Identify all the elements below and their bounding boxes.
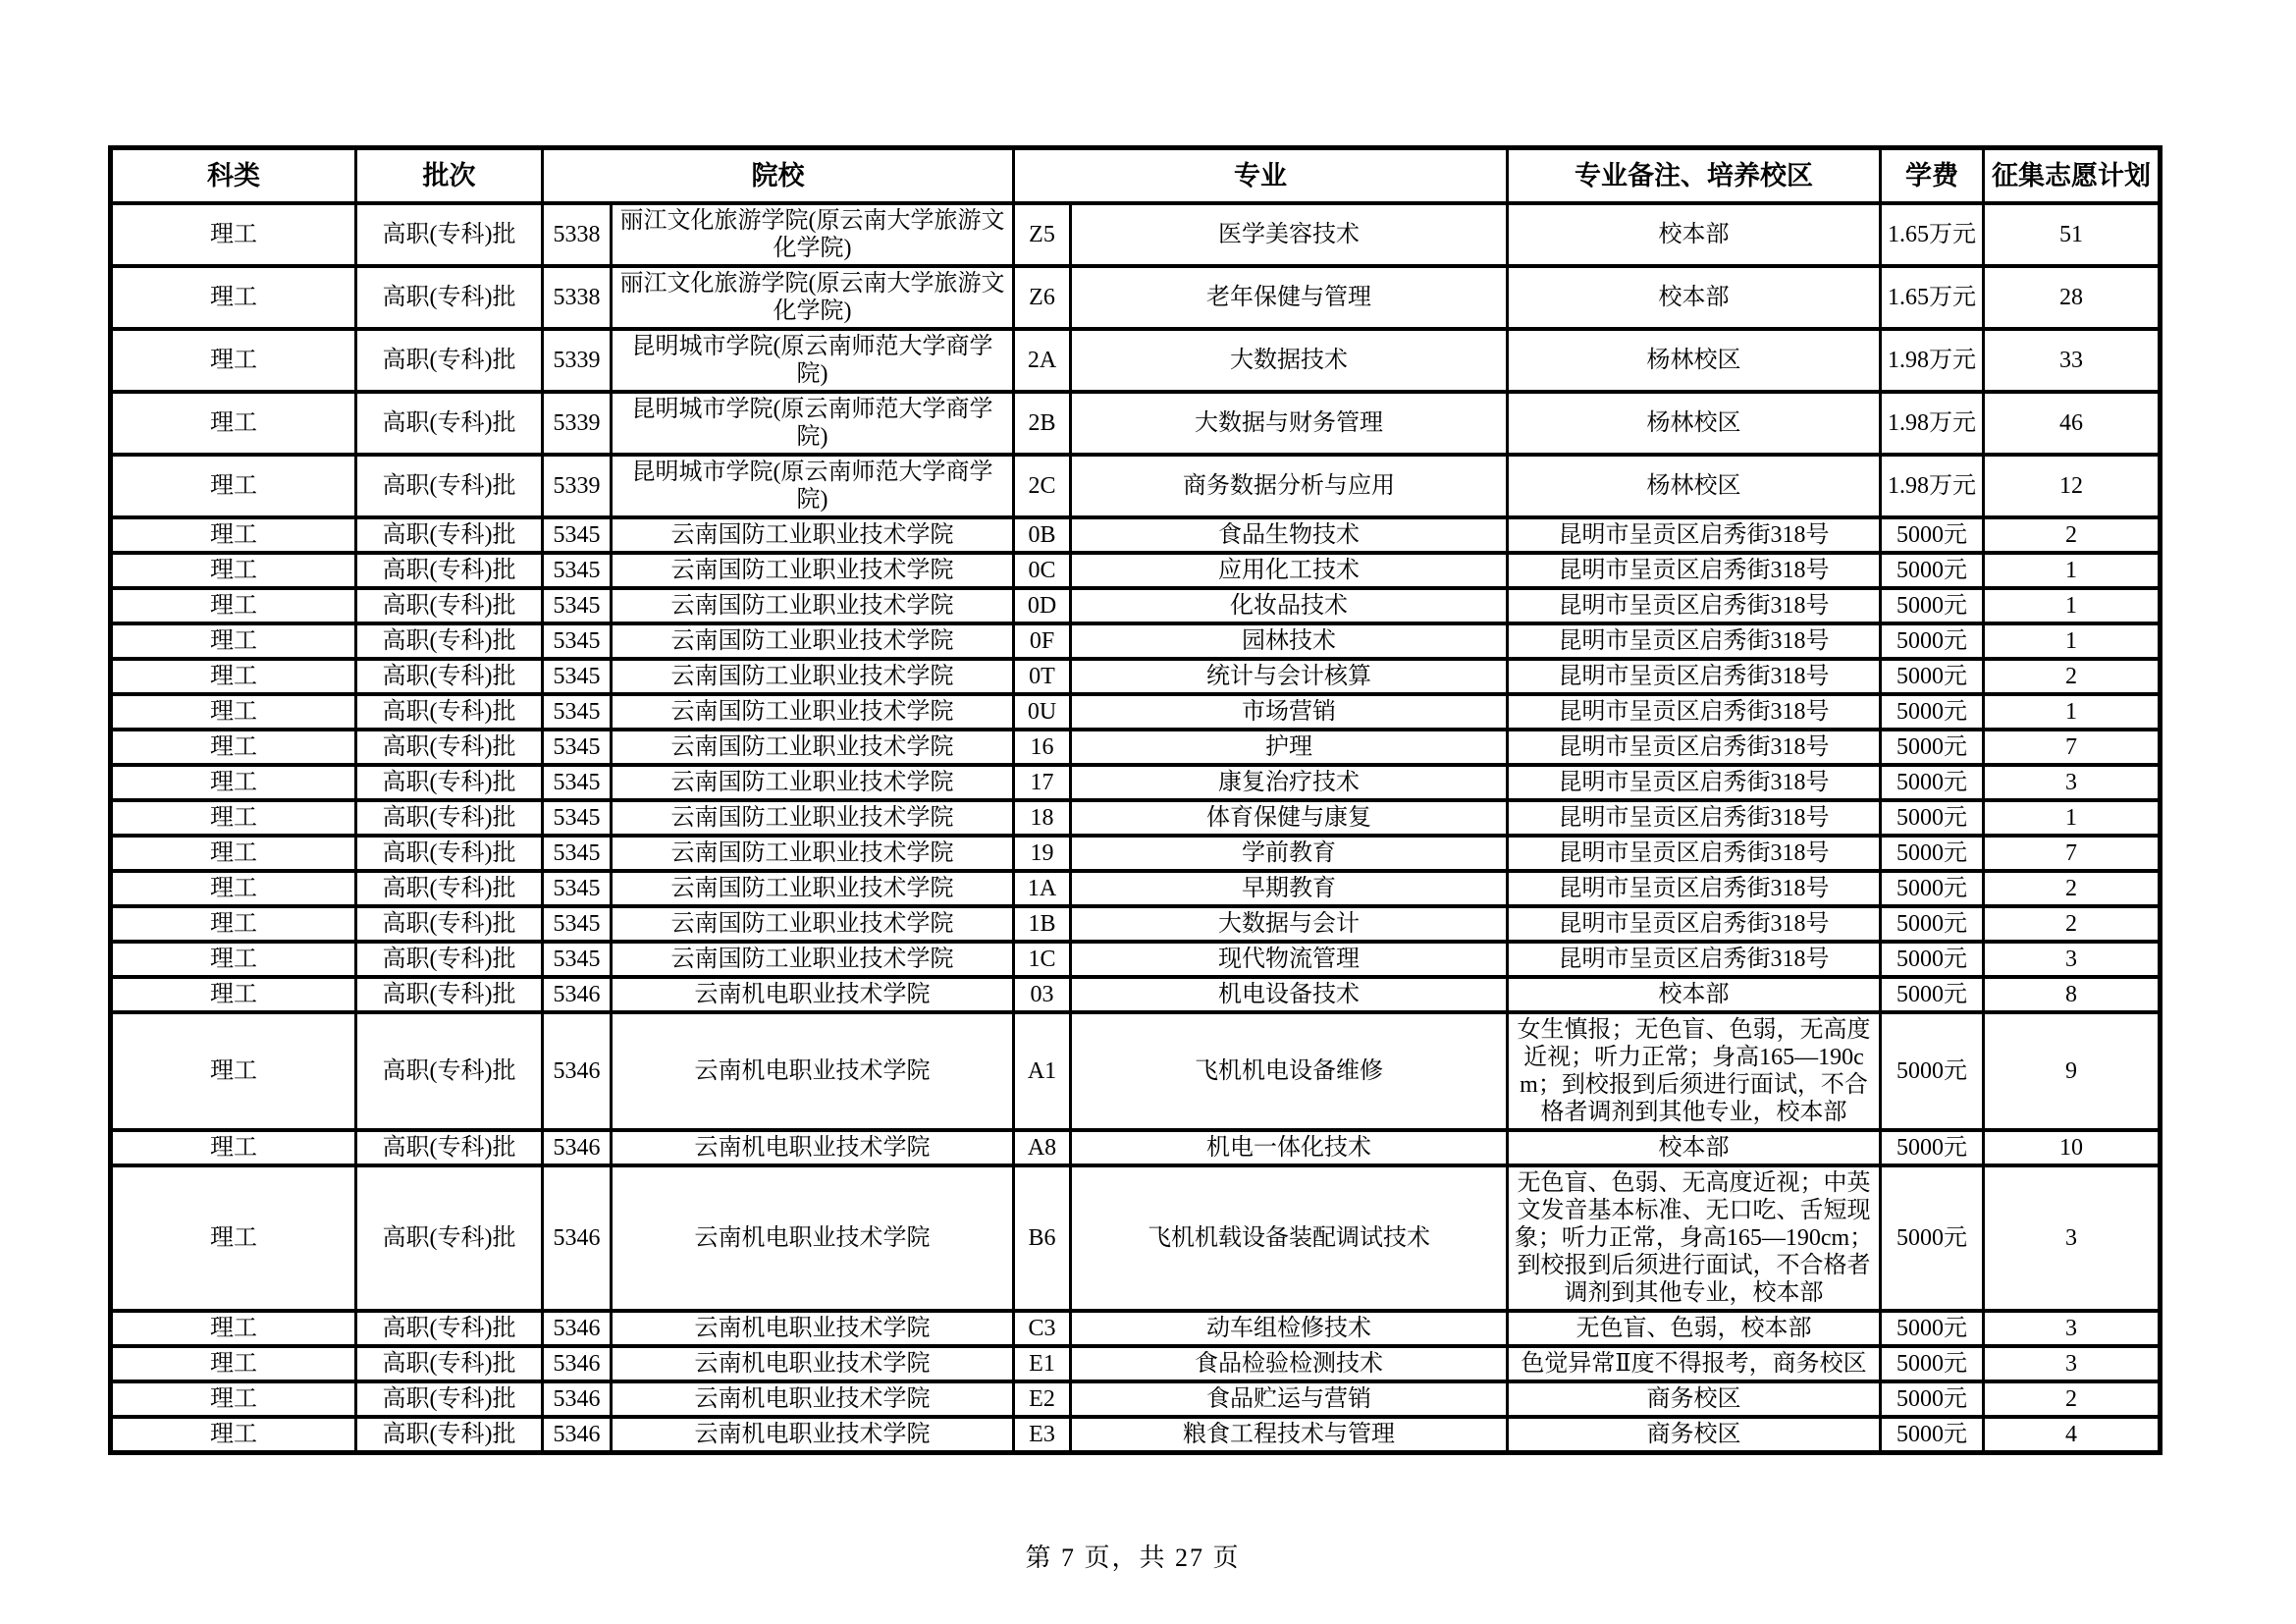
cell-batch: 高职(专科)批 — [356, 906, 543, 942]
cell-major-code: 0D — [1014, 588, 1071, 623]
cell-plan: 7 — [1984, 730, 2161, 765]
table-row — [111, 836, 2161, 871]
cell-major-code: 2A — [1014, 329, 1071, 392]
cell-major-code: E3 — [1014, 1417, 1071, 1453]
table-header — [111, 148, 2161, 204]
cell-subject: 理工 — [111, 1165, 356, 1311]
cell-plan: 2 — [1984, 517, 2161, 553]
table-row — [111, 871, 2161, 906]
cell-tuition: 1.65万元 — [1881, 266, 1984, 329]
cell-plan: 3 — [1984, 765, 2161, 800]
cell-subject: 理工 — [111, 800, 356, 836]
cell-tuition: 5000元 — [1881, 942, 1984, 977]
admission-plan-table — [108, 145, 2163, 1455]
cell-major-code: 1A — [1014, 871, 1071, 906]
cell-college-code: 5346 — [543, 1381, 612, 1417]
cell-major-name: 食品检验检测技术 — [1071, 1346, 1508, 1381]
cell-college-name: 云南机电职业技术学院 — [612, 1311, 1014, 1346]
cell-plan: 8 — [1984, 977, 2161, 1012]
cell-major-name: 应用化工技术 — [1071, 553, 1508, 588]
cell-college-code: 5345 — [543, 800, 612, 836]
cell-subject: 理工 — [111, 266, 356, 329]
cell-note: 商务校区 — [1508, 1381, 1881, 1417]
cell-batch: 高职(专科)批 — [356, 1311, 543, 1346]
cell-major-code: 16 — [1014, 730, 1071, 765]
cell-batch: 高职(专科)批 — [356, 1012, 543, 1130]
cell-major-code: B6 — [1014, 1165, 1071, 1311]
cell-tuition: 5000元 — [1881, 1346, 1984, 1381]
cell-tuition: 5000元 — [1881, 1311, 1984, 1346]
cell-plan: 3 — [1984, 1165, 2161, 1311]
cell-note: 昆明市呈贡区启秀街318号 — [1508, 730, 1881, 765]
cell-subject: 理工 — [111, 588, 356, 623]
cell-note: 昆明市呈贡区启秀街318号 — [1508, 800, 1881, 836]
cell-college-code: 5345 — [543, 694, 612, 730]
cell-note: 色觉异常Ⅱ度不得报考，商务校区 — [1508, 1346, 1881, 1381]
cell-college-name: 昆明城市学院(原云南师范大学商学院) — [612, 392, 1014, 455]
cell-note: 校本部 — [1508, 1130, 1881, 1165]
cell-major-name: 体育保健与康复 — [1071, 800, 1508, 836]
header-plan: 征集志愿计划 — [1984, 148, 2161, 204]
table-row — [111, 977, 2161, 1012]
cell-major-name: 康复治疗技术 — [1071, 765, 1508, 800]
cell-plan: 10 — [1984, 1130, 2161, 1165]
cell-subject: 理工 — [111, 517, 356, 553]
cell-major-name: 护理 — [1071, 730, 1508, 765]
cell-batch: 高职(专科)批 — [356, 517, 543, 553]
cell-subject: 理工 — [111, 455, 356, 517]
cell-note: 杨林校区 — [1508, 329, 1881, 392]
cell-tuition: 5000元 — [1881, 1165, 1984, 1311]
cell-college-code: 5345 — [543, 942, 612, 977]
cell-tuition: 5000元 — [1881, 553, 1984, 588]
table-row — [111, 203, 2161, 266]
cell-plan: 12 — [1984, 455, 2161, 517]
cell-subject: 理工 — [111, 623, 356, 659]
cell-batch: 高职(专科)批 — [356, 455, 543, 517]
cell-college-name: 云南国防工业职业技术学院 — [612, 588, 1014, 623]
cell-note: 校本部 — [1508, 977, 1881, 1012]
cell-major-code: 0F — [1014, 623, 1071, 659]
cell-note: 昆明市呈贡区启秀街318号 — [1508, 623, 1881, 659]
cell-major-name: 食品贮运与营销 — [1071, 1381, 1508, 1417]
cell-subject: 理工 — [111, 659, 356, 694]
cell-college-name: 云南机电职业技术学院 — [612, 1381, 1014, 1417]
cell-subject: 理工 — [111, 871, 356, 906]
cell-tuition: 1.98万元 — [1881, 329, 1984, 392]
cell-note: 昆明市呈贡区启秀街318号 — [1508, 694, 1881, 730]
cell-plan: 2 — [1984, 871, 2161, 906]
table-row — [111, 659, 2161, 694]
cell-plan: 46 — [1984, 392, 2161, 455]
cell-subject: 理工 — [111, 1381, 356, 1417]
table-row — [111, 588, 2161, 623]
cell-note: 杨林校区 — [1508, 455, 1881, 517]
cell-note: 昆明市呈贡区启秀街318号 — [1508, 906, 1881, 942]
cell-subject: 理工 — [111, 942, 356, 977]
cell-college-name: 云南国防工业职业技术学院 — [612, 694, 1014, 730]
cell-note: 昆明市呈贡区启秀街318号 — [1508, 659, 1881, 694]
cell-tuition: 5000元 — [1881, 977, 1984, 1012]
cell-college-code: 5345 — [543, 765, 612, 800]
table-row — [111, 730, 2161, 765]
cell-note: 无色盲、色弱，校本部 — [1508, 1311, 1881, 1346]
cell-major-code: A8 — [1014, 1130, 1071, 1165]
cell-college-code: 5346 — [543, 1417, 612, 1453]
cell-major-name: 市场营销 — [1071, 694, 1508, 730]
cell-note: 女生慎报；无色盲、色弱，无高度近视；听力正常；身高165—190cm；到校报到后须进行面试，不合格者调剂到其他专业，校本部 — [1508, 1012, 1881, 1130]
cell-batch: 高职(专科)批 — [356, 392, 543, 455]
cell-major-name: 统计与会计核算 — [1071, 659, 1508, 694]
cell-major-code: A1 — [1014, 1012, 1071, 1130]
cell-major-name: 动车组检修技术 — [1071, 1311, 1508, 1346]
cell-college-code: 5345 — [543, 871, 612, 906]
cell-tuition: 5000元 — [1881, 1381, 1984, 1417]
cell-college-code: 5346 — [543, 1311, 612, 1346]
cell-batch: 高职(专科)批 — [356, 765, 543, 800]
cell-batch: 高职(专科)批 — [356, 694, 543, 730]
cell-plan: 4 — [1984, 1417, 2161, 1453]
cell-tuition: 5000元 — [1881, 1130, 1984, 1165]
table-row — [111, 553, 2161, 588]
table-row — [111, 942, 2161, 977]
cell-major-name: 园林技术 — [1071, 623, 1508, 659]
table-row — [111, 1130, 2161, 1165]
cell-plan: 1 — [1984, 553, 2161, 588]
cell-batch: 高职(专科)批 — [356, 553, 543, 588]
cell-college-name: 昆明城市学院(原云南师范大学商学院) — [612, 329, 1014, 392]
cell-subject: 理工 — [111, 906, 356, 942]
cell-major-name: 学前教育 — [1071, 836, 1508, 871]
table-row — [111, 392, 2161, 455]
cell-major-code: 03 — [1014, 977, 1071, 1012]
cell-major-name: 大数据技术 — [1071, 329, 1508, 392]
cell-major-name: 大数据与财务管理 — [1071, 392, 1508, 455]
cell-plan: 1 — [1984, 588, 2161, 623]
cell-batch: 高职(专科)批 — [356, 1346, 543, 1381]
table-row — [111, 906, 2161, 942]
cell-major-name: 商务数据分析与应用 — [1071, 455, 1508, 517]
cell-tuition: 5000元 — [1881, 588, 1984, 623]
cell-batch: 高职(专科)批 — [356, 977, 543, 1012]
cell-note: 昆明市呈贡区启秀街318号 — [1508, 871, 1881, 906]
cell-plan: 3 — [1984, 1311, 2161, 1346]
cell-batch: 高职(专科)批 — [356, 836, 543, 871]
cell-tuition: 1.98万元 — [1881, 392, 1984, 455]
table-row — [111, 329, 2161, 392]
cell-college-code: 5346 — [543, 977, 612, 1012]
cell-note: 商务校区 — [1508, 1417, 1881, 1453]
cell-batch: 高职(专科)批 — [356, 1130, 543, 1165]
header-row — [111, 148, 2161, 204]
table-row — [111, 1311, 2161, 1346]
cell-note: 昆明市呈贡区启秀街318号 — [1508, 836, 1881, 871]
table-row — [111, 800, 2161, 836]
cell-major-code: C3 — [1014, 1311, 1071, 1346]
cell-note: 昆明市呈贡区启秀街318号 — [1508, 942, 1881, 977]
cell-subject: 理工 — [111, 730, 356, 765]
cell-tuition: 5000元 — [1881, 623, 1984, 659]
page-footer: 第 7 页，共 27 页 — [1025, 1543, 1241, 1572]
cell-college-name: 云南国防工业职业技术学院 — [612, 800, 1014, 836]
cell-college-code: 5345 — [543, 623, 612, 659]
cell-major-code: 1B — [1014, 906, 1071, 942]
cell-major-name: 老年保健与管理 — [1071, 266, 1508, 329]
cell-batch: 高职(专科)批 — [356, 1381, 543, 1417]
cell-college-code: 5339 — [543, 329, 612, 392]
cell-college-code: 5338 — [543, 203, 612, 266]
cell-college-code: 5338 — [543, 266, 612, 329]
cell-college-name: 云南机电职业技术学院 — [612, 977, 1014, 1012]
cell-plan: 33 — [1984, 329, 2161, 392]
cell-tuition: 5000元 — [1881, 1012, 1984, 1130]
cell-tuition: 5000元 — [1881, 659, 1984, 694]
cell-subject: 理工 — [111, 1417, 356, 1453]
cell-batch: 高职(专科)批 — [356, 1417, 543, 1453]
cell-college-name: 云南机电职业技术学院 — [612, 1130, 1014, 1165]
cell-college-name: 昆明城市学院(原云南师范大学商学院) — [612, 455, 1014, 517]
header-college: 院校 — [543, 148, 1014, 204]
cell-major-name: 粮食工程技术与管理 — [1071, 1417, 1508, 1453]
cell-college-name: 云南国防工业职业技术学院 — [612, 623, 1014, 659]
cell-subject: 理工 — [111, 553, 356, 588]
cell-tuition: 5000元 — [1881, 694, 1984, 730]
cell-tuition: 5000元 — [1881, 800, 1984, 836]
cell-college-name: 云南国防工业职业技术学院 — [612, 871, 1014, 906]
cell-major-code: Z6 — [1014, 266, 1071, 329]
header-batch: 批次 — [356, 148, 543, 204]
cell-plan: 2 — [1984, 906, 2161, 942]
cell-batch: 高职(专科)批 — [356, 871, 543, 906]
cell-college-code: 5339 — [543, 392, 612, 455]
cell-college-name: 云南机电职业技术学院 — [612, 1417, 1014, 1453]
cell-college-name: 云南国防工业职业技术学院 — [612, 942, 1014, 977]
cell-note: 昆明市呈贡区启秀街318号 — [1508, 765, 1881, 800]
cell-college-name: 云南国防工业职业技术学院 — [612, 730, 1014, 765]
cell-college-name: 云南国防工业职业技术学院 — [612, 659, 1014, 694]
cell-major-name: 现代物流管理 — [1071, 942, 1508, 977]
cell-college-code: 5345 — [543, 517, 612, 553]
cell-plan: 28 — [1984, 266, 2161, 329]
cell-plan: 3 — [1984, 1346, 2161, 1381]
cell-batch: 高职(专科)批 — [356, 800, 543, 836]
cell-major-code: E1 — [1014, 1346, 1071, 1381]
cell-subject: 理工 — [111, 694, 356, 730]
cell-note: 昆明市呈贡区启秀街318号 — [1508, 588, 1881, 623]
cell-major-code: 0U — [1014, 694, 1071, 730]
cell-note: 昆明市呈贡区启秀街318号 — [1508, 553, 1881, 588]
table-row — [111, 266, 2161, 329]
cell-note: 杨林校区 — [1508, 392, 1881, 455]
cell-major-name: 飞机机电设备维修 — [1071, 1012, 1508, 1130]
cell-college-code: 5345 — [543, 906, 612, 942]
cell-major-name: 机电设备技术 — [1071, 977, 1508, 1012]
cell-college-name: 丽江文化旅游学院(原云南大学旅游文化学院) — [612, 203, 1014, 266]
table-row — [111, 765, 2161, 800]
cell-subject: 理工 — [111, 203, 356, 266]
cell-batch: 高职(专科)批 — [356, 730, 543, 765]
cell-major-code: 17 — [1014, 765, 1071, 800]
table-body — [111, 203, 2161, 1453]
table-row — [111, 455, 2161, 517]
cell-plan: 9 — [1984, 1012, 2161, 1130]
cell-major-name: 早期教育 — [1071, 871, 1508, 906]
table-row — [111, 623, 2161, 659]
cell-plan: 1 — [1984, 623, 2161, 659]
cell-major-code: 19 — [1014, 836, 1071, 871]
cell-tuition: 5000元 — [1881, 517, 1984, 553]
cell-major-code: E2 — [1014, 1381, 1071, 1417]
cell-major-name: 化妆品技术 — [1071, 588, 1508, 623]
cell-tuition: 5000元 — [1881, 1417, 1984, 1453]
table-row — [111, 1165, 2161, 1311]
cell-major-name: 飞机机载设备装配调试技术 — [1071, 1165, 1508, 1311]
cell-college-name: 云南机电职业技术学院 — [612, 1165, 1014, 1311]
cell-plan: 2 — [1984, 1381, 2161, 1417]
cell-major-code: 0C — [1014, 553, 1071, 588]
cell-college-code: 5345 — [543, 553, 612, 588]
cell-college-code: 5339 — [543, 455, 612, 517]
table-row — [111, 694, 2161, 730]
table-row — [111, 1346, 2161, 1381]
cell-college-name: 云南国防工业职业技术学院 — [612, 765, 1014, 800]
header-note: 专业备注、培养校区 — [1508, 148, 1881, 204]
cell-tuition: 5000元 — [1881, 730, 1984, 765]
header-tuition: 学费 — [1881, 148, 1984, 204]
table-row — [111, 517, 2161, 553]
cell-note: 校本部 — [1508, 266, 1881, 329]
cell-subject: 理工 — [111, 392, 356, 455]
cell-batch: 高职(专科)批 — [356, 942, 543, 977]
table-row — [111, 1417, 2161, 1453]
cell-tuition: 5000元 — [1881, 871, 1984, 906]
cell-subject: 理工 — [111, 1346, 356, 1381]
cell-note: 昆明市呈贡区启秀街318号 — [1508, 517, 1881, 553]
cell-college-code: 5345 — [543, 659, 612, 694]
cell-plan: 1 — [1984, 694, 2161, 730]
cell-tuition: 5000元 — [1881, 765, 1984, 800]
cell-college-name: 丽江文化旅游学院(原云南大学旅游文化学院) — [612, 266, 1014, 329]
cell-major-name: 大数据与会计 — [1071, 906, 1508, 942]
cell-batch: 高职(专科)批 — [356, 659, 543, 694]
table-row — [111, 1381, 2161, 1417]
cell-subject: 理工 — [111, 329, 356, 392]
cell-major-name: 医学美容技术 — [1071, 203, 1508, 266]
cell-college-name: 云南国防工业职业技术学院 — [612, 906, 1014, 942]
cell-plan: 51 — [1984, 203, 2161, 266]
cell-college-name: 云南国防工业职业技术学院 — [612, 517, 1014, 553]
cell-note: 无色盲、色弱、无高度近视；中英文发音基本标准、无口吃、舌短现象；听力正常，身高165—190cm；到校报到后须进行面试，不合格者调剂到其他专业，校本部 — [1508, 1165, 1881, 1311]
cell-subject: 理工 — [111, 977, 356, 1012]
cell-major-code: 1C — [1014, 942, 1071, 977]
cell-college-code: 5345 — [543, 836, 612, 871]
cell-college-code: 5346 — [543, 1346, 612, 1381]
cell-batch: 高职(专科)批 — [356, 623, 543, 659]
cell-major-code: 2B — [1014, 392, 1071, 455]
cell-plan: 7 — [1984, 836, 2161, 871]
cell-batch: 高职(专科)批 — [356, 266, 543, 329]
cell-college-code: 5345 — [543, 730, 612, 765]
header-major: 专业 — [1014, 148, 1508, 204]
cell-batch: 高职(专科)批 — [356, 1165, 543, 1311]
cell-college-name: 云南国防工业职业技术学院 — [612, 836, 1014, 871]
cell-subject: 理工 — [111, 1012, 356, 1130]
table-row — [111, 1012, 2161, 1130]
cell-subject: 理工 — [111, 1311, 356, 1346]
cell-subject: 理工 — [111, 1130, 356, 1165]
cell-tuition: 1.65万元 — [1881, 203, 1984, 266]
cell-major-code: 0T — [1014, 659, 1071, 694]
cell-plan: 2 — [1984, 659, 2161, 694]
cell-note: 校本部 — [1508, 203, 1881, 266]
cell-major-code: 0B — [1014, 517, 1071, 553]
cell-batch: 高职(专科)批 — [356, 203, 543, 266]
cell-major-name: 机电一体化技术 — [1071, 1130, 1508, 1165]
cell-batch: 高职(专科)批 — [356, 588, 543, 623]
cell-college-name: 云南机电职业技术学院 — [612, 1346, 1014, 1381]
header-subject: 科类 — [111, 148, 356, 204]
cell-plan: 3 — [1984, 942, 2161, 977]
cell-major-name: 食品生物技术 — [1071, 517, 1508, 553]
cell-tuition: 5000元 — [1881, 836, 1984, 871]
cell-major-code: 18 — [1014, 800, 1071, 836]
cell-major-code: Z5 — [1014, 203, 1071, 266]
cell-college-name: 云南机电职业技术学院 — [612, 1012, 1014, 1130]
cell-college-name: 云南国防工业职业技术学院 — [612, 553, 1014, 588]
cell-subject: 理工 — [111, 765, 356, 800]
cell-college-code: 5346 — [543, 1130, 612, 1165]
cell-plan: 1 — [1984, 800, 2161, 836]
cell-tuition: 1.98万元 — [1881, 455, 1984, 517]
cell-batch: 高职(专科)批 — [356, 329, 543, 392]
cell-college-code: 5346 — [543, 1165, 612, 1311]
cell-college-code: 5346 — [543, 1012, 612, 1130]
cell-subject: 理工 — [111, 836, 356, 871]
cell-major-code: 2C — [1014, 455, 1071, 517]
cell-college-code: 5345 — [543, 588, 612, 623]
cell-tuition: 5000元 — [1881, 906, 1984, 942]
